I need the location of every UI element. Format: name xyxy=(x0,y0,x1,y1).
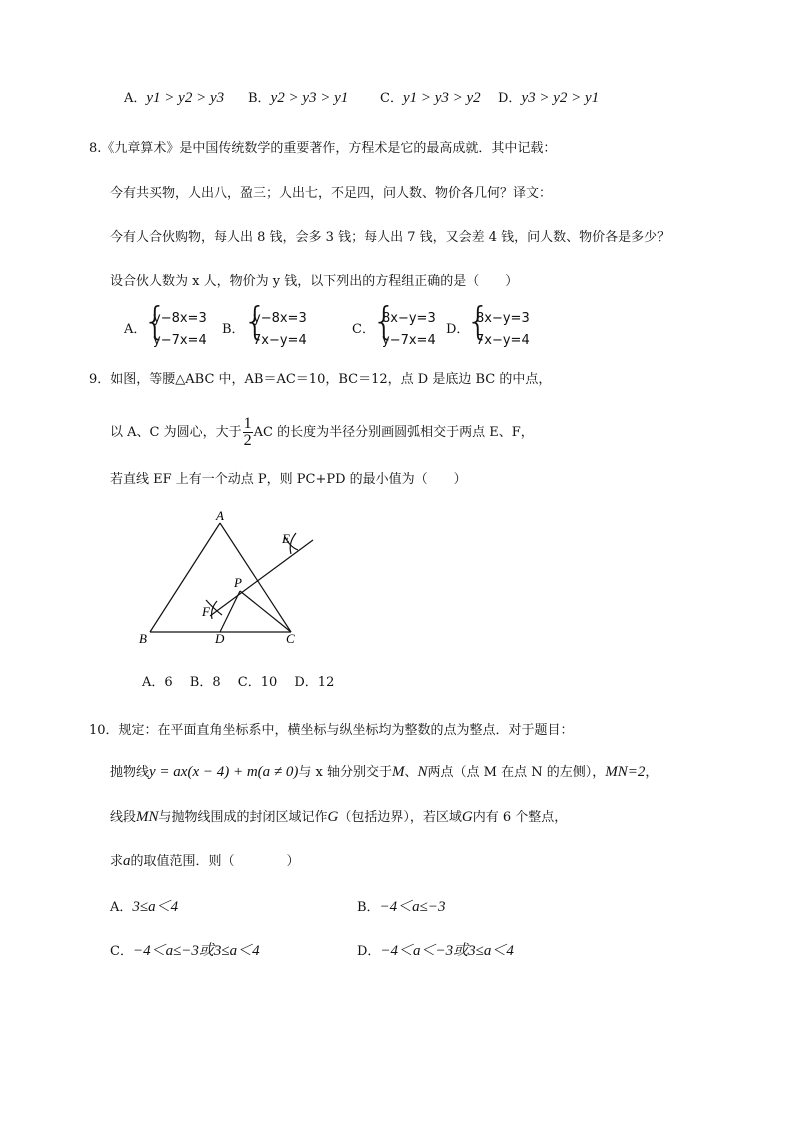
text: （包括边界），若区域 xyxy=(338,810,462,825)
q10-option-b xyxy=(357,898,446,917)
option-label: A． xyxy=(110,900,133,915)
text: 的取值范围．则（ ） xyxy=(130,854,300,869)
segment-ac xyxy=(220,523,291,632)
equation: y−7x=4 xyxy=(153,333,207,348)
q9-line3: 若直线 EF 上有一个动点 P，则 PC+PD 的最小值为（ ） xyxy=(110,472,467,487)
segment-pd xyxy=(220,591,240,632)
option-label: B． xyxy=(248,91,271,106)
q9-stem: 9．如图，等腰△ABC 中，AB＝AC＝10，BC＝12，点 D 是底边 BC 的中点， xyxy=(89,372,552,387)
q8-option-a-label: A． xyxy=(124,322,147,337)
text: 与抛物线围成的封闭区域记作 xyxy=(158,810,328,825)
arc-e2 xyxy=(290,533,296,554)
q8-line3: 今有人合伙购物，每人出 8 钱，会多 3 钱；每人出 7 钱，又会差 4 钱，问人数、物价各是多少？ xyxy=(110,230,671,245)
math-var: G xyxy=(461,809,473,825)
text: 求 xyxy=(110,854,124,869)
text: 、 xyxy=(404,765,418,780)
option-label: A． xyxy=(124,91,147,106)
fraction-numerator: 1 xyxy=(243,415,252,432)
label-f: F xyxy=(202,604,210,619)
option-expr: y1 > y2 > y3 xyxy=(146,90,225,106)
equation: y−8x=3 xyxy=(153,311,207,326)
brace: { xyxy=(143,299,168,343)
option-label: D． xyxy=(357,944,381,959)
label-p: P xyxy=(234,575,242,590)
equation: y−8x=3 xyxy=(253,311,307,326)
q7-option-b xyxy=(248,89,348,108)
q8-option-c-label: C． xyxy=(352,322,375,337)
q10-option-d xyxy=(357,942,514,961)
math-var: N xyxy=(417,764,428,780)
equation: y−7x=4 xyxy=(382,333,436,348)
option-expr: −4＜a≤−3 xyxy=(379,899,446,915)
q10-line4 xyxy=(110,852,300,871)
q9-figure xyxy=(130,505,330,650)
q8-line4: 设合伙人数为 x 人，物价为 y 钱，以下列出的方程组正确的是（ ） xyxy=(110,274,519,289)
text: 内有 6 个整点， xyxy=(472,810,568,825)
fraction xyxy=(243,416,253,449)
label-e: E xyxy=(282,531,290,546)
q9-line2 xyxy=(110,416,534,449)
q8-option-b-label: B． xyxy=(222,322,245,337)
q10-option-c xyxy=(110,942,260,961)
math-expr: y = ax(x − 4) + m(a ≠ 0) xyxy=(149,764,299,780)
q10-option-a xyxy=(110,898,178,917)
label-d: D xyxy=(215,631,225,646)
q7-option-a xyxy=(124,89,224,108)
fraction-denominator: 2 xyxy=(243,432,252,449)
q9-options: A．6 B．8 C．10 D．12 xyxy=(142,675,335,690)
option-label: C． xyxy=(380,91,403,106)
q10-line2 xyxy=(110,763,658,782)
equation: 8x−y=3 xyxy=(382,311,436,326)
q8-option-d-label: D． xyxy=(446,322,470,337)
option-expr: y1 > y3 > y2 xyxy=(402,90,481,106)
equation: 8x−y=3 xyxy=(476,311,530,326)
option-label: D． xyxy=(498,91,522,106)
q10-stem: 10．规定：在平面直角坐标系中，横坐标与纵坐标均为整数的点为整点．对于题目： xyxy=(89,723,574,738)
q10-line3 xyxy=(110,808,567,827)
text: 抛物线 xyxy=(110,765,150,780)
text: 与 x 轴分别交于 xyxy=(298,765,393,780)
label-b: B xyxy=(139,631,147,646)
math-var: a xyxy=(123,853,131,869)
math-var: M xyxy=(392,764,405,780)
text: 线段 xyxy=(110,810,137,825)
brace: { xyxy=(243,299,268,343)
text: 两点（点 M 在点 N 的左侧）， xyxy=(427,765,606,780)
option-expr: y3 > y2 > y1 xyxy=(521,90,600,106)
option-expr: −4＜a≤−3或3≤a＜4 xyxy=(132,943,260,959)
math-var: G xyxy=(327,809,339,825)
q7-option-d xyxy=(498,89,599,108)
option-expr: 3≤a＜4 xyxy=(132,899,179,915)
text: ， xyxy=(645,765,659,780)
option-expr: −4＜a＜−3或3≤a＜4 xyxy=(380,943,514,959)
option-label: C． xyxy=(110,944,133,959)
label-a: A xyxy=(216,508,224,523)
equation: 7x−y=4 xyxy=(476,333,530,348)
brace: { xyxy=(372,299,397,343)
label-c: C xyxy=(286,631,295,646)
q7-option-c xyxy=(380,89,481,108)
math-expr: MN=2 xyxy=(605,764,646,780)
math-var: MN xyxy=(136,809,159,825)
line-ef xyxy=(210,540,313,616)
text: 以 A、C 为圆心，大于 xyxy=(110,425,242,440)
segment-pc xyxy=(240,591,291,632)
brace: { xyxy=(466,299,491,343)
option-label: B． xyxy=(357,900,380,915)
option-expr: y2 > y3 > y1 xyxy=(270,90,349,106)
equation: 7x−y=4 xyxy=(253,333,307,348)
q8-line2: 今有共买物，人出八，盈三；人出七，不足四，问人数、物价各几何？译文： xyxy=(110,186,553,201)
text: AC 的长度为半径分别画圆弧相交于两点 E、F， xyxy=(253,425,534,440)
q8-stem: 8.《九章算术》是中国传统数学的重要著作，方程术是它的最高成就．其中记载： xyxy=(89,141,557,156)
